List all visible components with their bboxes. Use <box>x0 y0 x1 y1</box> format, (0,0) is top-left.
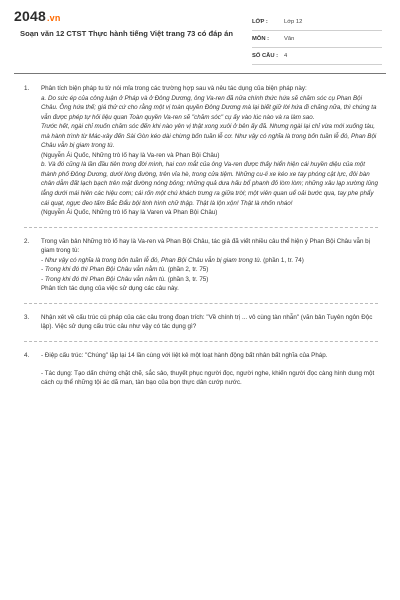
question-body <box>41 313 378 332</box>
answer-point: - Tác dụng: Tạo dấn chứng chặt chẽ, sắc sảo, thuyết phục người đọc, người nghe, khiến người đọc càng hình dung một cách cụ thể những tội ác dã man, tàn bạo của bọn thực dân cướp nước. <box>41 369 375 387</box>
question-intro: Nhận xét về cấu trúc cú pháp của các câu trong đoạn trích: "Về chính trị ... vô cùng tàn nhẫn" (văn bản Tuyên ngôn Độc lập). Việc sử dụng cấu trúc câu như vậy có tác dụng gì? <box>41 313 373 331</box>
question-item <box>24 313 378 332</box>
question-number: 4. <box>24 352 30 360</box>
meta-subject-label: MÔN : <box>252 36 270 42</box>
question-list <box>24 84 378 388</box>
question-item <box>24 84 378 218</box>
excerpt-a-source: (Nguyễn Ái Quốc, Những trò lố hay là Va-ren và Phan Bội Châu) <box>41 151 220 159</box>
question-body <box>41 237 378 294</box>
question-intro: Phân tích biện pháp tu từ nói mỉa trong các trường hợp sau và nêu tác dụng của biện pháp này: <box>41 85 307 92</box>
meta-class-row <box>252 14 382 31</box>
question-body <box>41 84 378 218</box>
question-number: 2. <box>24 237 30 245</box>
meta-subject-value: Văn <box>284 36 295 42</box>
excerpt-b: b. Và đó cũng là lần đầu tiên trong đời mình, hai con mắt của ông Va-ren được thấy hiển hiện cái huyền diệu của một thành phố Đông Dương, dưới lòng đường, trên vỉa hè, trong cửa tiệm. Những cu-li xe kéo xe tay phóng cật lực, đôi bàn chân dẫm đất lạch bạch trên mặt đường nóng bỏng; những quả dưa hấu bổ phanh đỏ lòm lòm; những xâu lạp xường lủng lẳng dưới mái hiên các hiệu cơm; cái rốn một chú khách trưng ra giữa trời; một viên quan uể oải bước qua, tay phe phẩy cái quạt, ngực đeo tấm Bắc Đẩu bội tinh hình chữ thập. Thật là lộn xộn! Thật là nhốn nháo! <box>41 161 378 207</box>
meta-box <box>252 14 382 65</box>
question-intro: Trong văn bản Những trò lố hay là Va-ren và Phan Bội Châu, tác giả đã viết nhiều câu thể hiện ý Phan Bội Châu vẫn bị giam trong tù: <box>41 237 371 255</box>
page-title: Soạn văn 12 CTST Thực hành tiếng Việt trang 73 có đáp án <box>20 29 233 38</box>
excerpt-b-source: (Nguyễn Ái Quốc, Những trò lố hay là Varen và Phan Bội Châu) <box>41 209 218 217</box>
list-item: - Như vậy có nghĩa là trong bốn tuần lễ đó, Phan Bội Châu vẫn bị giam trong tù. (phần 1, tr. 74) <box>41 256 304 264</box>
list-item: - Trong khi đó thì Phan Bội Châu vẫn nằm tù. (phần 3, tr. 75) <box>41 275 209 283</box>
list-item: - Trong khi đó thì Phan Bội Châu vẫn nằm tù. (phần 2, tr. 75) <box>41 266 209 274</box>
section-divider <box>24 341 378 342</box>
question-number: 1. <box>24 85 30 92</box>
site-logo[interactable]: 2048.vn <box>14 8 61 24</box>
meta-subject-row <box>252 31 382 48</box>
meta-class-value: Lớp 12 <box>284 19 303 25</box>
meta-count-label: SỐ CÂU : <box>252 53 279 59</box>
question-item <box>24 237 378 294</box>
question-item <box>24 351 378 388</box>
question-number: 3. <box>24 313 30 321</box>
section-divider <box>24 227 378 228</box>
answer-point: - Điệp cấu trúc: "Chúng" lặp lại 14 lần cùng với liệt kê một loạt hành động bất nhân bất nghĩa của Pháp. <box>41 352 328 360</box>
question-outro: Phân tích tác dụng của việc sử dụng các câu này. <box>41 285 179 293</box>
header-divider <box>14 73 386 74</box>
question-body <box>41 351 378 388</box>
meta-count-row <box>252 48 382 65</box>
section-divider <box>24 303 378 304</box>
excerpt-a: a. Do sức ép của công luận ở Pháp và ở Đông Dương, ông Va-ren đã nửa chính thức hứa sẽ chăm sóc cụ Phan Bội Châu. Ông hứa thế; giá thử cứ cho rằng một vị toàn quyền Đông Dương mà lại biết giữ lời hứa đi chăng nữa, thì chúng ta vẫn được phép tự hỏi liệu quan Toàn quyền Va-ren sẽ "chăm sóc" cụ ấy vào lúc nào và ra làm sao. <box>41 94 377 121</box>
meta-class-label: LỚP : <box>252 19 268 25</box>
meta-count-value: 4 <box>284 53 288 59</box>
excerpt-a-continued: Trước hết, ngài chỉ muốn chăm sóc đến khi nào yên vị thật xong xuôi ở bên ấy đã. Nhưng ngài lại chỉ vừa mới xuống tàu, mà hành trình từ Mác-xây đến Sài Gòn kéo dài chừng bốn tuần lễ cơ. Như vậy có nghĩa là trong bốn tuần lễ đó, Phan Bội Châu vẫn bị giam trong tù. <box>41 123 377 150</box>
